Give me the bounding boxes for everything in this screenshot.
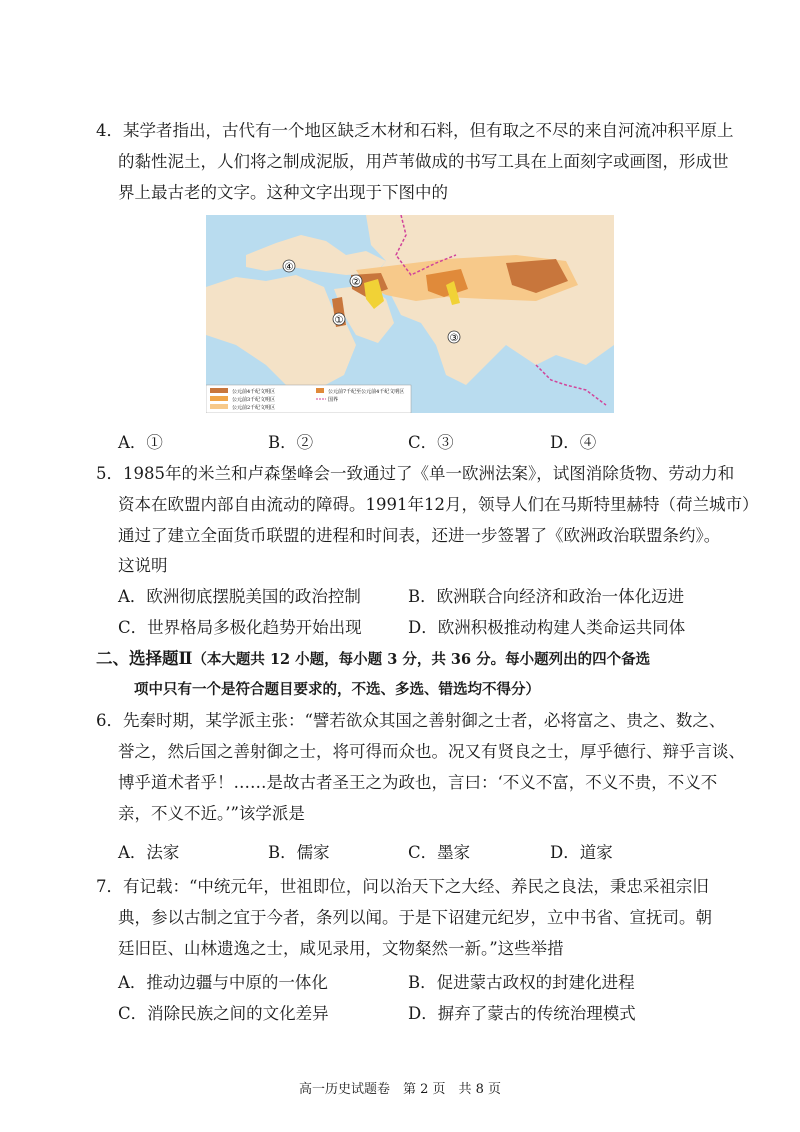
legend-item-1: 公元前4千纪文明区 xyxy=(232,389,276,395)
marker-1-label: ① xyxy=(334,315,344,326)
q7-line-3: 廷旧臣、山林遗逸之士，咸见录用，文物粲然一新。”这些举措 xyxy=(118,939,564,958)
q4-option-a[interactable]: A．① xyxy=(118,433,163,452)
marker-4-label: ④ xyxy=(284,262,294,273)
q6-option-c[interactable]: C．墨家 xyxy=(408,843,471,862)
q5-option-c[interactable]: C．世界格局多极化趋势开始出现 xyxy=(118,618,362,637)
q5-line-2: 资本在欧盟内部自由流动的障碍。1991年12月，领导人们在马斯特里赫特（荷兰城市） xyxy=(118,495,759,514)
section-heading xyxy=(96,646,650,673)
q7-line-2: 典，参以古制之宜于今者，条列以闻。于是下诏建元纪岁，立中书省、宣抚司。朝 xyxy=(118,908,712,927)
q7-line-1: 7．有记载：“中统元年，世祖即位，问以治天下之大经、养民之良法，秉忠采祖宗旧 xyxy=(96,877,709,896)
q6-line-3: 博乎道术者乎！……是故古者圣王之为政也，言曰：‘不义不富，不义不贵，不义不 xyxy=(118,773,718,792)
q6-option-b[interactable]: B．儒家 xyxy=(268,843,330,862)
legend-item-3: 公元前3千纪文明区 xyxy=(232,397,276,403)
legend-item-4: 国界 xyxy=(328,397,339,403)
q6-line-2: 誉之，然后国之善射御之士，将可得而众也。况又有贤良之士，厚乎德行、辩乎言谈、 xyxy=(118,742,745,761)
q5-line-4: 这说明 xyxy=(118,556,168,575)
q7-option-c[interactable]: C．消除民族之间的文化差异 xyxy=(118,1004,329,1023)
q7-option-d[interactable]: D．摒弃了蒙古的传统治理模式 xyxy=(408,1004,636,1023)
section-title: 二、选择题Ⅱ xyxy=(96,649,193,668)
section-note-2: 项中只有一个是符合题目要求的，不选、多选、错选均不得分） xyxy=(134,681,540,698)
q4-line-1: 4．某学者指出，古代有一个地区缺乏木材和石料，但有取之不尽的来自河流冲积平原上 xyxy=(96,121,734,140)
q7-option-b[interactable]: B．促进蒙古政权的封建化进程 xyxy=(408,973,635,992)
q7-option-a[interactable]: A．推动边疆与中原的一体化 xyxy=(118,973,328,992)
q5-line-1: 5．1985年的米兰和卢森堡峰会一致通过了《单一欧洲法案》，试图消除货物、劳动力和 xyxy=(96,464,735,483)
marker-2-label: ② xyxy=(351,277,361,288)
marker-3-label: ③ xyxy=(449,333,459,344)
q5-option-d[interactable]: D．欧洲积极推动构建人类命运共同体 xyxy=(408,618,686,637)
q6-line-4: 亲，不义不近。’”该学派是 xyxy=(118,804,305,823)
q4-line-3: 界上最古老的文字。这种文字出现于下图中的 xyxy=(118,183,448,202)
q5-option-a[interactable]: A．欧洲彻底摆脱美国的政治控制 xyxy=(118,587,361,606)
q5-option-b[interactable]: B．欧洲联合向经济和政治一体化迈进 xyxy=(408,587,685,606)
legend-item-2: 公元前7千纪至公元前4千纪文明区 xyxy=(328,389,405,395)
section-note-1: （本大题共 12 小题，每小题 3 分，共 36 分。每小题列出的四个备选 xyxy=(192,651,651,668)
ancient-civilization-map xyxy=(206,215,614,413)
page-footer: 高一历史试题卷 第 2 页 共 8 页 xyxy=(298,1082,502,1097)
q4-option-d[interactable]: D．④ xyxy=(550,433,597,452)
legend-item-5: 公元前2千纪文明区 xyxy=(232,405,276,411)
q6-line-1: 6．先秦时期，某学派主张：“譬若欲众其国之善射御之士者，必将富之、贵之、数之、 xyxy=(96,711,726,730)
q4-option-b[interactable]: B．② xyxy=(268,433,314,452)
q6-option-d[interactable]: D．道家 xyxy=(550,843,613,862)
q4-option-c[interactable]: C．③ xyxy=(408,433,454,452)
q4-line-2: 的黏性泥土，人们将之制成泥版，用芦苇做成的书写工具在上面刻字或画图，形成世 xyxy=(118,152,729,171)
q6-option-a[interactable]: A．法家 xyxy=(118,843,180,862)
q5-line-3: 通过了建立全面货币联盟的进程和时间表，还进一步签署了《欧洲政治联盟条约》。 xyxy=(118,526,721,545)
